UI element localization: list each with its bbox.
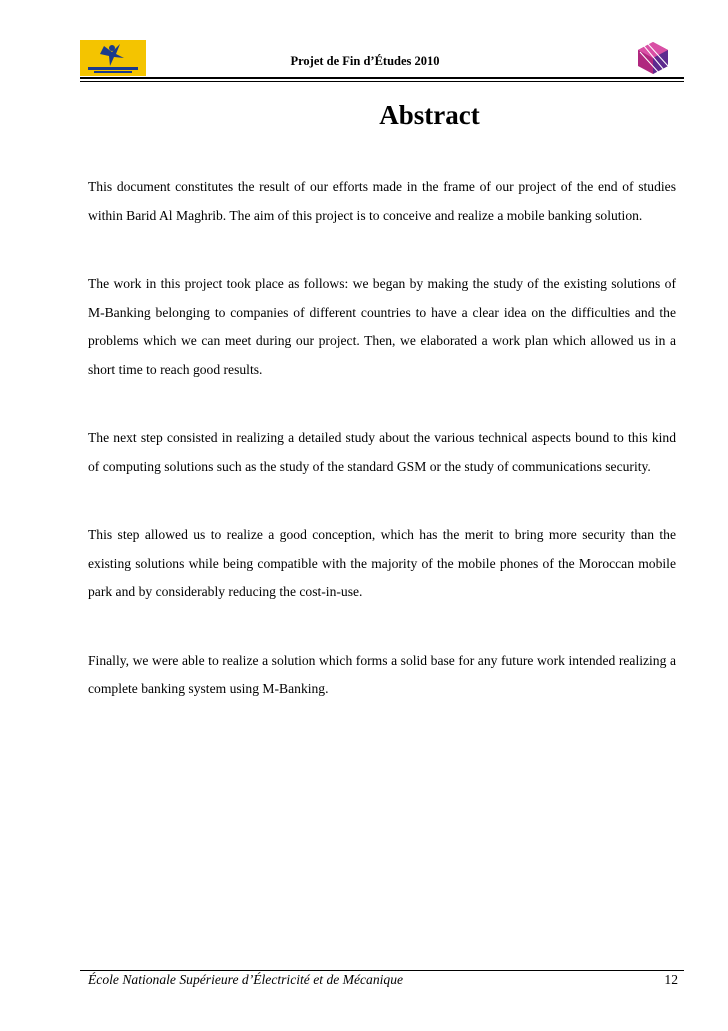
footer-divider (80, 970, 684, 971)
ensem-logo (630, 42, 676, 78)
page-title-text: Abstract (379, 100, 480, 130)
paragraph: This document constitutes the result of our efforts made in the frame of our project of the end of studies within Barid Al Maghrib. The aim of this project is to conceive and realize a mobile banking solution. (88, 179, 676, 223)
page-number: 12 (664, 972, 678, 987)
paragraph: This step allowed us to realize a good conception, which has the merit to bring more security than the existing solutions while being compatible with the majority of the mobile phones of the Moroccan mobile park and by considerably reducing the cost-in-use. (88, 527, 676, 599)
header-divider (80, 77, 684, 79)
paragraph: Finally, we were able to realize a solution which forms a solid base for any future work intended realizing a complete banking system using M-Banking. (88, 652, 676, 696)
page-title (80, 100, 684, 131)
barid-al-maghrib-logo (80, 40, 146, 76)
abstract-body (88, 173, 676, 744)
paragraph: The next step consisted in realizing a detailed study about the various technical aspects bound to this kind of computing solutions such as the study of the standard GSM or the study of communications security. (88, 430, 676, 474)
header-divider-thin (80, 81, 684, 82)
header-title: Projet de Fin d’Études 2010 (290, 54, 440, 68)
footer-school-name: École Nationale Supérieure d’Électricité et de Mécanique (88, 972, 404, 987)
page-header (0, 0, 728, 90)
paragraph: The work in this project took place as follows: we began by making the study of the existing solutions of M-Banking belonging to companies of different countries to have a clear idea on the difficulties and the problems which we can meet during our project. Then, we elaborated a work plan which allowed us in a short time to reach good results. (88, 276, 676, 377)
